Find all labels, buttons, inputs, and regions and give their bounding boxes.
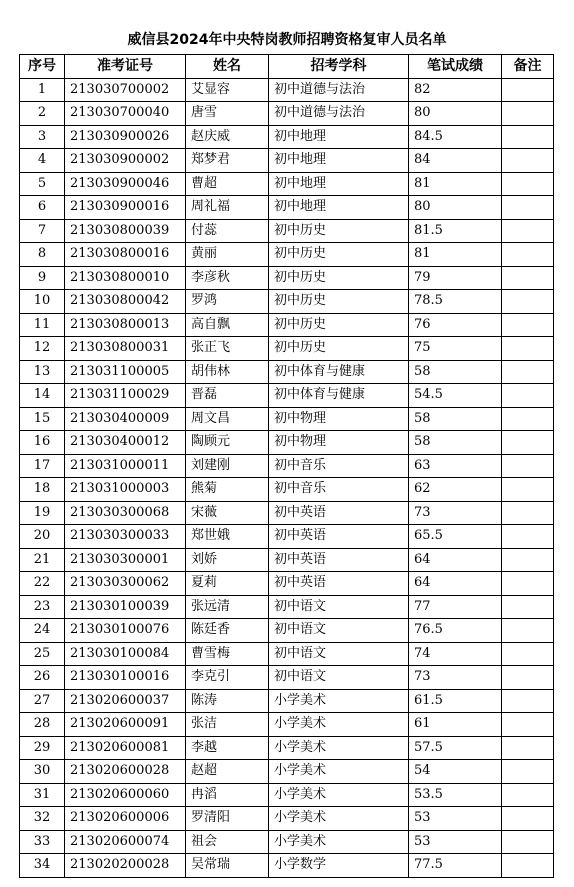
cell-note [502, 172, 554, 196]
cell-name: 胡伟林 [186, 360, 269, 384]
cell-note [502, 478, 554, 502]
table-row [20, 783, 554, 807]
cell-seq: 15 [20, 407, 65, 431]
cell-seq: 5 [20, 172, 65, 196]
cell-subject: 初中历史 [269, 243, 409, 267]
cell-seq: 30 [20, 760, 65, 784]
cell-exam-id: 213020600060 [65, 783, 186, 807]
table-row [20, 266, 554, 290]
table-row [20, 736, 554, 760]
cell-score: 58 [409, 360, 502, 384]
table-row [20, 478, 554, 502]
cell-exam-id: 213030300033 [65, 525, 186, 549]
cell-exam-id: 213030800039 [65, 219, 186, 243]
cell-name: 祖会 [186, 830, 269, 854]
table-row [20, 196, 554, 220]
table-header-row [20, 55, 554, 79]
cell-subject: 初中音乐 [269, 454, 409, 478]
cell-score: 76.5 [409, 619, 502, 643]
cell-note [502, 830, 554, 854]
cell-seq: 34 [20, 854, 65, 878]
cell-score: 81 [409, 243, 502, 267]
table-row [20, 149, 554, 173]
cell-name: 陈涛 [186, 689, 269, 713]
cell-name: 罗清阳 [186, 807, 269, 831]
cell-subject: 小学美术 [269, 736, 409, 760]
cell-note [502, 689, 554, 713]
cell-note [502, 807, 554, 831]
cell-seq: 6 [20, 196, 65, 220]
header-seq: 序号 [20, 55, 65, 79]
table-row [20, 360, 554, 384]
cell-seq: 32 [20, 807, 65, 831]
cell-seq: 3 [20, 125, 65, 149]
cell-seq: 24 [20, 619, 65, 643]
cell-exam-id: 213030900016 [65, 196, 186, 220]
cell-exam-id: 213031000003 [65, 478, 186, 502]
cell-exam-id: 213030800010 [65, 266, 186, 290]
cell-score: 61.5 [409, 689, 502, 713]
table-row [20, 243, 554, 267]
cell-seq: 14 [20, 384, 65, 408]
cell-score: 62 [409, 478, 502, 502]
cell-score: 84.5 [409, 125, 502, 149]
cell-subject: 小学美术 [269, 713, 409, 737]
cell-note [502, 713, 554, 737]
cell-exam-id: 213030100016 [65, 666, 186, 690]
cell-seq: 28 [20, 713, 65, 737]
cell-name: 付蕊 [186, 219, 269, 243]
cell-score: 53.5 [409, 783, 502, 807]
table-row [20, 313, 554, 337]
cell-score: 84 [409, 149, 502, 173]
cell-score: 73 [409, 501, 502, 525]
cell-note [502, 595, 554, 619]
cell-score: 58 [409, 431, 502, 455]
table-row [20, 713, 554, 737]
header-subject: 招考学科 [269, 55, 409, 79]
cell-score: 77 [409, 595, 502, 619]
cell-name: 郑世娥 [186, 525, 269, 549]
cell-subject: 初中英语 [269, 572, 409, 596]
cell-exam-id: 213030700002 [65, 78, 186, 102]
cell-seq: 13 [20, 360, 65, 384]
cell-exam-id: 213030100084 [65, 642, 186, 666]
cell-score: 74 [409, 642, 502, 666]
cell-seq: 16 [20, 431, 65, 455]
document-title: 威信县2024年中央特岗教师招聘资格复审人员名单 [127, 32, 447, 48]
cell-note [502, 783, 554, 807]
cell-note [502, 760, 554, 784]
cell-seq: 8 [20, 243, 65, 267]
cell-seq: 17 [20, 454, 65, 478]
cell-exam-id: 213030800016 [65, 243, 186, 267]
cell-name: 张远清 [186, 595, 269, 619]
header-note: 备注 [502, 55, 554, 79]
cell-note [502, 149, 554, 173]
cell-subject: 初中英语 [269, 525, 409, 549]
cell-note [502, 196, 554, 220]
cell-subject: 小学美术 [269, 689, 409, 713]
cell-note [502, 337, 554, 361]
cell-name: 宋薇 [186, 501, 269, 525]
cell-subject: 初中体育与健康 [269, 360, 409, 384]
cell-name: 夏莉 [186, 572, 269, 596]
cell-note [502, 619, 554, 643]
cell-name: 赵超 [186, 760, 269, 784]
cell-subject: 小学美术 [269, 760, 409, 784]
cell-subject: 初中地理 [269, 125, 409, 149]
table-row [20, 78, 554, 102]
cell-name: 李越 [186, 736, 269, 760]
cell-score: 76 [409, 313, 502, 337]
cell-name: 吴常瑞 [186, 854, 269, 878]
cell-subject: 初中英语 [269, 548, 409, 572]
cell-exam-id: 213020600074 [65, 830, 186, 854]
cell-seq: 2 [20, 102, 65, 126]
cell-score: 53 [409, 807, 502, 831]
cell-subject: 初中历史 [269, 266, 409, 290]
cell-note [502, 360, 554, 384]
cell-note [502, 266, 554, 290]
cell-exam-id: 213020600091 [65, 713, 186, 737]
table-row [20, 619, 554, 643]
cell-exam-id: 213030900046 [65, 172, 186, 196]
cell-subject: 初中物理 [269, 431, 409, 455]
cell-exam-id: 213030300001 [65, 548, 186, 572]
table-row [20, 407, 554, 431]
cell-exam-id: 213020600028 [65, 760, 186, 784]
cell-name: 陶顾元 [186, 431, 269, 455]
cell-score: 73 [409, 666, 502, 690]
cell-note [502, 78, 554, 102]
cell-note [502, 384, 554, 408]
cell-name: 晋磊 [186, 384, 269, 408]
table-body [20, 78, 554, 877]
table-row [20, 807, 554, 831]
cell-name: 黄丽 [186, 243, 269, 267]
cell-subject: 初中物理 [269, 407, 409, 431]
cell-subject: 小学美术 [269, 783, 409, 807]
cell-subject: 初中语文 [269, 619, 409, 643]
cell-score: 64 [409, 572, 502, 596]
cell-exam-id: 213030300068 [65, 501, 186, 525]
table-row [20, 572, 554, 596]
table-row [20, 548, 554, 572]
table-row [20, 454, 554, 478]
cell-exam-id: 213020600006 [65, 807, 186, 831]
candidate-table [19, 54, 554, 878]
cell-note [502, 125, 554, 149]
cell-name: 罗鸿 [186, 290, 269, 314]
cell-seq: 10 [20, 290, 65, 314]
cell-score: 82 [409, 78, 502, 102]
table-row [20, 431, 554, 455]
cell-name: 刘建刚 [186, 454, 269, 478]
table-row [20, 642, 554, 666]
cell-score: 81.5 [409, 219, 502, 243]
cell-name: 艾显容 [186, 78, 269, 102]
cell-seq: 23 [20, 595, 65, 619]
cell-name: 李克引 [186, 666, 269, 690]
cell-subject: 初中地理 [269, 149, 409, 173]
cell-note [502, 572, 554, 596]
cell-seq: 29 [20, 736, 65, 760]
cell-note [502, 102, 554, 126]
cell-exam-id: 213030300062 [65, 572, 186, 596]
cell-note [502, 313, 554, 337]
cell-score: 81 [409, 172, 502, 196]
cell-subject: 初中历史 [269, 219, 409, 243]
cell-subject: 初中历史 [269, 313, 409, 337]
table-row [20, 525, 554, 549]
cell-note [502, 407, 554, 431]
cell-seq: 19 [20, 501, 65, 525]
cell-exam-id: 213031100005 [65, 360, 186, 384]
cell-name: 高自飘 [186, 313, 269, 337]
cell-score: 65.5 [409, 525, 502, 549]
cell-name: 熊菊 [186, 478, 269, 502]
table-row [20, 337, 554, 361]
table-row [20, 830, 554, 854]
cell-note [502, 525, 554, 549]
cell-name: 张洁 [186, 713, 269, 737]
cell-note [502, 548, 554, 572]
cell-exam-id: 213031000011 [65, 454, 186, 478]
table-row [20, 172, 554, 196]
cell-exam-id: 213030400009 [65, 407, 186, 431]
cell-score: 61 [409, 713, 502, 737]
table-row [20, 854, 554, 878]
cell-name: 郑梦君 [186, 149, 269, 173]
cell-seq: 33 [20, 830, 65, 854]
cell-exam-id: 213030700040 [65, 102, 186, 126]
cell-note [502, 243, 554, 267]
cell-subject: 初中英语 [269, 501, 409, 525]
cell-subject: 初中语文 [269, 642, 409, 666]
cell-score: 54 [409, 760, 502, 784]
cell-exam-id: 213030800042 [65, 290, 186, 314]
cell-seq: 11 [20, 313, 65, 337]
cell-subject: 初中道德与法治 [269, 102, 409, 126]
table-row [20, 290, 554, 314]
cell-note [502, 431, 554, 455]
cell-note [502, 501, 554, 525]
cell-exam-id: 213020600037 [65, 689, 186, 713]
cell-note [502, 454, 554, 478]
cell-score: 77.5 [409, 854, 502, 878]
cell-score: 80 [409, 102, 502, 126]
cell-seq: 26 [20, 666, 65, 690]
cell-note [502, 219, 554, 243]
table-row [20, 689, 554, 713]
cell-seq: 20 [20, 525, 65, 549]
cell-seq: 1 [20, 78, 65, 102]
table-row [20, 102, 554, 126]
cell-subject: 小学数学 [269, 854, 409, 878]
table-row [20, 501, 554, 525]
cell-exam-id: 213030900026 [65, 125, 186, 149]
cell-seq: 22 [20, 572, 65, 596]
cell-subject: 初中语文 [269, 595, 409, 619]
cell-seq: 31 [20, 783, 65, 807]
table-row [20, 666, 554, 690]
cell-name: 曹雪梅 [186, 642, 269, 666]
cell-seq: 21 [20, 548, 65, 572]
cell-name: 周文昌 [186, 407, 269, 431]
cell-name: 陈廷香 [186, 619, 269, 643]
cell-exam-id: 213030400012 [65, 431, 186, 455]
cell-subject: 初中音乐 [269, 478, 409, 502]
table-row [20, 125, 554, 149]
table-row [20, 595, 554, 619]
cell-score: 79 [409, 266, 502, 290]
cell-note [502, 666, 554, 690]
cell-name: 张正飞 [186, 337, 269, 361]
cell-subject: 小学美术 [269, 807, 409, 831]
cell-note [502, 642, 554, 666]
cell-score: 58 [409, 407, 502, 431]
cell-subject: 初中体育与健康 [269, 384, 409, 408]
cell-subject: 初中历史 [269, 337, 409, 361]
cell-score: 63 [409, 454, 502, 478]
cell-name: 周礼福 [186, 196, 269, 220]
cell-exam-id: 213020600081 [65, 736, 186, 760]
cell-score: 64 [409, 548, 502, 572]
cell-score: 57.5 [409, 736, 502, 760]
cell-subject: 初中语文 [269, 666, 409, 690]
cell-subject: 初中地理 [269, 172, 409, 196]
cell-name: 冉滔 [186, 783, 269, 807]
cell-exam-id: 213030900002 [65, 149, 186, 173]
cell-score: 78.5 [409, 290, 502, 314]
cell-exam-id: 213031100029 [65, 384, 186, 408]
cell-seq: 9 [20, 266, 65, 290]
cell-subject: 初中道德与法治 [269, 78, 409, 102]
table-row [20, 760, 554, 784]
cell-score: 54.5 [409, 384, 502, 408]
table-row [20, 219, 554, 243]
cell-exam-id: 213030800013 [65, 313, 186, 337]
cell-seq: 25 [20, 642, 65, 666]
cell-name: 李彦秋 [186, 266, 269, 290]
cell-name: 曹超 [186, 172, 269, 196]
cell-exam-id: 213030100039 [65, 595, 186, 619]
cell-seq: 12 [20, 337, 65, 361]
cell-exam-id: 213030100076 [65, 619, 186, 643]
cell-note [502, 290, 554, 314]
cell-exam-id: 213030800031 [65, 337, 186, 361]
table-row [20, 384, 554, 408]
cell-seq: 27 [20, 689, 65, 713]
cell-subject: 小学美术 [269, 830, 409, 854]
cell-note [502, 854, 554, 878]
cell-subject: 初中历史 [269, 290, 409, 314]
cell-note [502, 736, 554, 760]
header-name: 姓名 [186, 55, 269, 79]
cell-seq: 7 [20, 219, 65, 243]
header-score: 笔试成绩 [409, 55, 502, 79]
header-exam-id: 准考证号 [65, 55, 186, 79]
cell-name: 唐雪 [186, 102, 269, 126]
cell-score: 75 [409, 337, 502, 361]
cell-score: 53 [409, 830, 502, 854]
cell-seq: 18 [20, 478, 65, 502]
cell-subject: 初中地理 [269, 196, 409, 220]
cell-score: 80 [409, 196, 502, 220]
cell-exam-id: 213020200028 [65, 854, 186, 878]
cell-name: 赵庆威 [186, 125, 269, 149]
cell-name: 刘娇 [186, 548, 269, 572]
cell-seq: 4 [20, 149, 65, 173]
